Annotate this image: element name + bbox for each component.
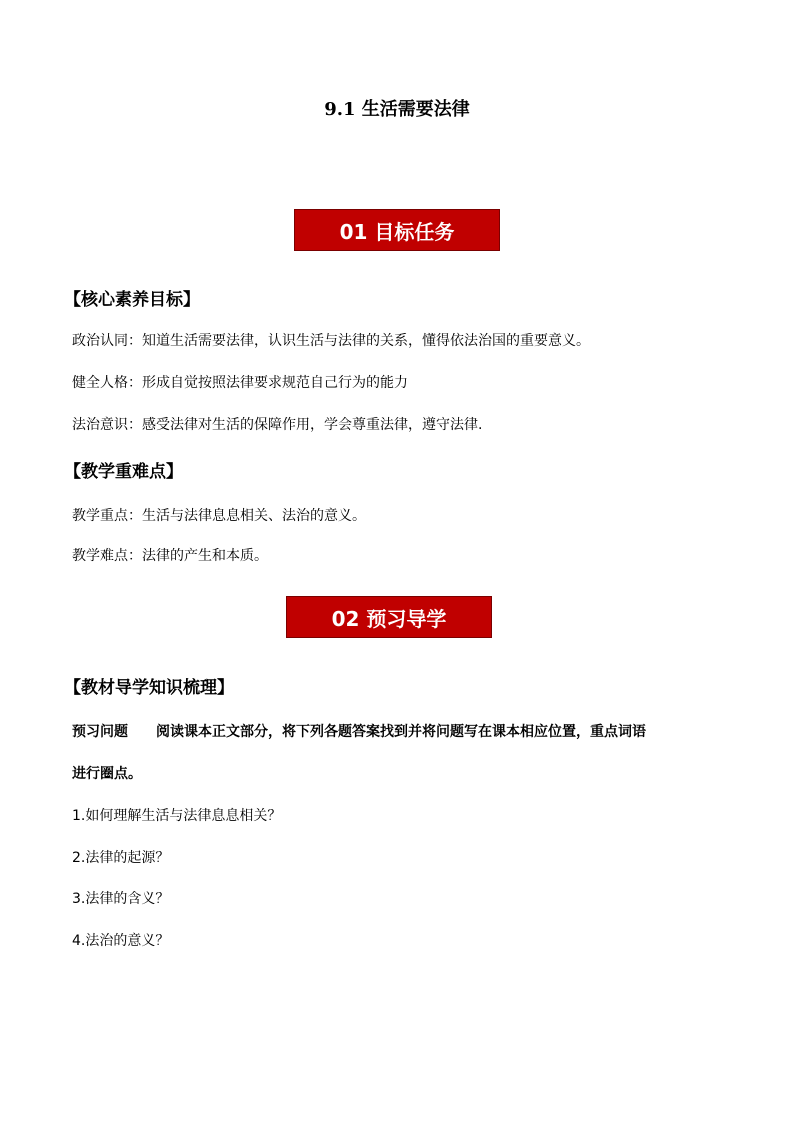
heading-textbook-guide: 【教材导学知识梳理】 bbox=[64, 678, 234, 698]
preview-instruction-cont: 进行圈点。 bbox=[72, 766, 142, 782]
question-4: 4.法治的意义？ bbox=[72, 933, 170, 949]
preview-text: 阅读课本正文部分，将下列各题答案找到并将问题写在课本相应位置，重点词语 bbox=[156, 724, 646, 740]
goal-line-3: 法治意识：感受法律对生活的保障作用，学会尊重法律，遵守法律. bbox=[72, 417, 483, 433]
goal-line-1: 政治认同：知道生活需要法律，认识生活与法律的关系，懂得依法治国的重要意义。 bbox=[72, 333, 590, 349]
section-banner-goals: 01 目标任务 bbox=[294, 209, 500, 251]
key-point-line: 教学重点：生活与法律息息相关、法治的意义。 bbox=[72, 508, 366, 524]
question-1: 1.如何理解生活与法律息息相关？ bbox=[72, 808, 282, 824]
difficulty-line: 教学难点：法律的产生和本质。 bbox=[72, 548, 268, 564]
heading-core-goals: 【核心素养目标】 bbox=[64, 290, 200, 310]
question-3: 3.法律的含义？ bbox=[72, 891, 170, 907]
preview-label: 预习问题 bbox=[72, 724, 128, 740]
question-2: 2.法律的起源？ bbox=[72, 850, 170, 866]
preview-instruction bbox=[72, 721, 646, 741]
page-title: 9.1 生活需要法律 bbox=[324, 99, 470, 120]
heading-key-difficulties: 【教学重难点】 bbox=[64, 462, 183, 482]
goal-line-2: 健全人格：形成自觉按照法律要求规范自己行为的能力 bbox=[72, 375, 408, 391]
section-banner-preview: 02 预习导学 bbox=[286, 596, 492, 638]
